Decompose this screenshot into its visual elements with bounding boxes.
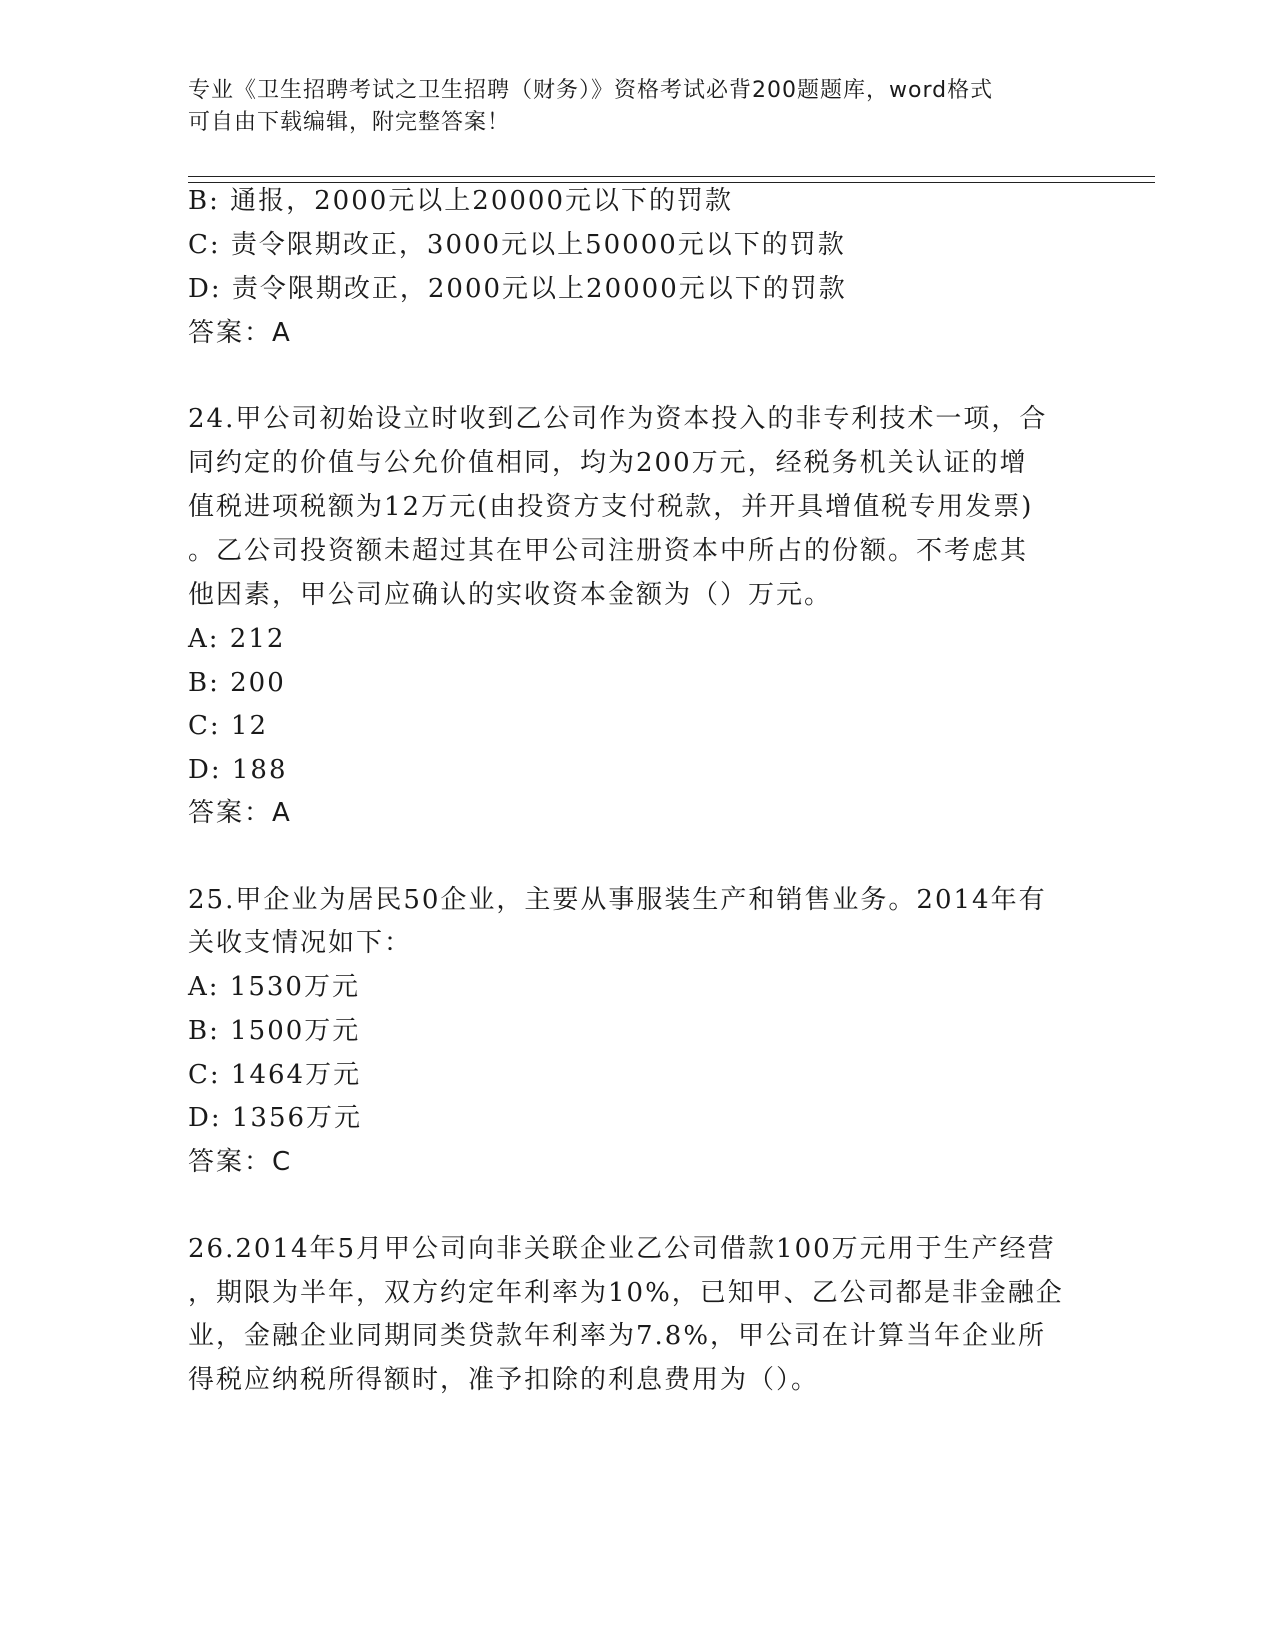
q24-stem-line-5: 他因素，甲公司应确认的实收资本金额为（）万元。 (188, 580, 833, 610)
q25-stem-line-1: 25.甲企业为居民50企业，主要从事服装生产和销售业务。2014年有 (188, 885, 1047, 915)
q25-option-d: D: 1356万元 (188, 1103, 363, 1133)
q25-answer: 答案：C (188, 1147, 293, 1177)
q26-stem-line-2: ，期限为半年，双方约定年利率为10%，已知甲、乙公司都是非金融企 (188, 1278, 1064, 1308)
q24-stem-line-1: 24.甲公司初始设立时收到乙公司作为资本投入的非专利技术一项，合 (188, 404, 1048, 434)
q24-option-a: A: 212 (188, 624, 286, 654)
q24-stem-line-2: 同约定的价值与公允价值相同，均为200万元，经税务机关认证的增 (188, 448, 1028, 478)
q26-stem-line-3: 业，金融企业同期同类贷款年利率为7.8%，甲公司在计算当年企业所 (188, 1321, 1047, 1351)
q23-option-c: C: 责令限期改正，3000元以上50000元以下的罚款 (188, 230, 846, 260)
q24-stem-line-4: 。乙公司投资额未超过其在甲公司注册资本中所占的份额。不考虑其 (188, 536, 1029, 566)
q24-stem-line-3: 值税进项税额为12万元(由投资方支付税款，并开具增值税专用发票) (188, 492, 1034, 522)
q24-option-d: D: 188 (188, 755, 288, 785)
q25-option-c: C: 1464万元 (188, 1060, 362, 1090)
header-title-line-2: 可自由下载编辑，附完整答案！ (188, 110, 511, 135)
q24-answer: 答案：A (188, 798, 292, 828)
q26-stem-line-1: 26.2014年5月甲公司向非关联企业乙公司借款100万元用于生产经营 (188, 1234, 1056, 1264)
q24-option-c: C: 12 (188, 711, 269, 741)
q26-stem-line-4: 得税应纳税所得额时，准予扣除的利息费用为（）。 (188, 1365, 820, 1395)
header-divider-top (188, 176, 1155, 177)
q23-option-d: D: 责令限期改正，2000元以上20000元以下的罚款 (188, 274, 847, 304)
q23-answer: 答案：A (188, 318, 292, 348)
q25-stem-line-2: 关收支情况如下： (188, 928, 413, 958)
header-title-line-1: 专业《卫生招聘考试之卫生招聘（财务）》资格考试必背200题题库，word格式 (188, 78, 994, 103)
q23-option-b: B: 通报，2000元以上20000元以下的罚款 (188, 186, 734, 216)
q25-option-a: A: 1530万元 (188, 972, 360, 1002)
q24-option-b: B: 200 (188, 668, 286, 698)
q25-option-b: B: 1500万元 (188, 1016, 361, 1046)
